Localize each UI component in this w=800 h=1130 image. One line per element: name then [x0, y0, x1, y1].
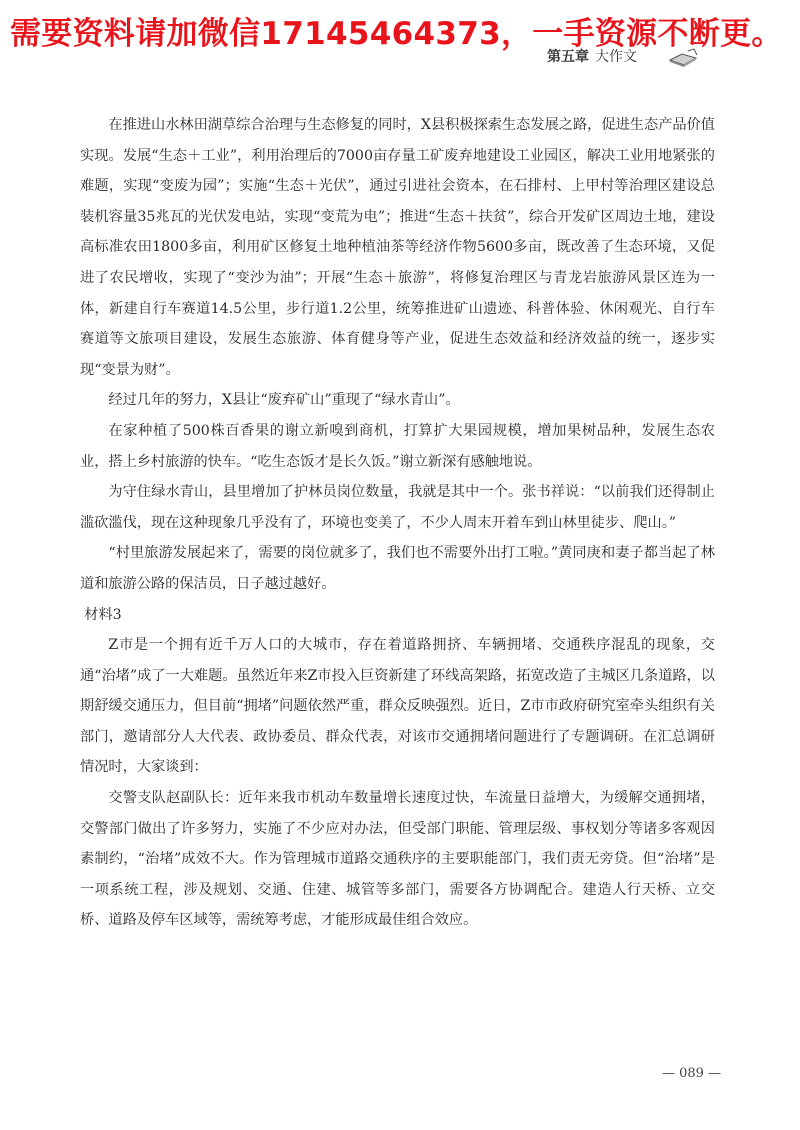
paragraph-green-mountains: 经过几年的努力，X县让“废弃矿山”重现了“绿水青山”。: [108, 392, 460, 409]
wechat-banner: 需要资料请加微信17145464373，一手资源不断更。: [10, 16, 783, 52]
paragraph-traffic-congestion: Z市是一个拥有近千万人口的大城市，存在着道路拥挤、车辆拥堵、交通秩序混乱的现象，交通“治堵”成了一大难题。虽然近年来Z市投入巨资新建了环线高架路，拓宽改造了主城区几条道路，以期舒缓交通压力，但目前“拥堵”问题依然严重，群众反映强烈。近日，Z市市政府研究室牵头组织有关部门，邀请部分人大代表、政协委员、群众代表，对该市交通拥堵问题进行了专题调研。在汇总调研情况时，大家谈到：: [80, 637, 715, 776]
paragraph-passion-fruit: 在家种植了500株百香果的谢立新嗅到商机，打算扩大果园规模，增加果树品种，发展生态农业，搭上乡村旅游的快车。“吃生态饭才是长久饭。”谢立新深有感触地说。: [80, 422, 715, 470]
paragraph-village-tourism: “村里旅游发展起来了，需要的岗位就多了，我们也不需要外出打工啦。”黄同庚和妻子都当起了林道和旅游公路的保洁员，日子越过越好。: [80, 545, 715, 592]
paragraph-forest-ranger: 为守住绿水青山，县里增加了护林员岗位数量，我就是其中一个。张书祥说：“以前我们还得制止滥砍滥伐，现在这种现象几乎没有了，环境也变美了，不少人周末开着车到山林里徒步、爬山。”: [80, 484, 715, 531]
material-heading: 材料3: [84, 606, 122, 623]
body-text: [80, 110, 715, 936]
page-number: — 089 —: [662, 1066, 722, 1081]
section-title: 大作文: [595, 49, 637, 65]
chapter-label: 第五章: [547, 49, 589, 65]
paragraph-ecology-development: 在推进山水林田湖草综合治理与生态修复的同时，X县积极探索生态发展之路，促进生态产品价值实现。发展“生态＋工业”，利用治理后的7000亩存量工矿废弃地建设工业园区，解决工业用地紧张的难题，实现“变废为园”；实施“生态＋光伏”，通过引进社会资本，在石排村、上甲村等治理区建设总装机容量35兆瓦的光伏发电站，实现“变荒为电”；推进“生态＋扶贫”，综合开发矿区周边土地，建设高标准农田1800多亩，利用矿区修复土地种植油茶等经济作物5600多亩，既改善了生态环境，又促进了农民增收，实现了“变沙为油”；开展“生态＋旅游”，将修复治理区与青龙岩旅游风景区连为一体，新建自行车赛道14.5公里，步行道1.2公里，统筹推进矿山遗迹、科普体验、休闲观光、自行车赛道等文旅项目建设，发展生态旅游、体育健身等产业，促进生态效益和经济效益的统一，逐步实现“变景为财”。: [80, 117, 715, 378]
paragraph-traffic-police: 交警支队赵副队长：近年来我市机动车数量增长速度过快，车流量日益增大，为缓解交通拥堵，交警部门做出了许多努力，实施了不少应对办法，但受部门职能、管理层级、事权划分等诸多客观因素制约，“治堵”成效不大。作为管理城市道路交通秩序的主要职能部门，我们责无旁贷。但“治堵”是一项系统工程，涉及规划、交通、住建、城管等多部门，需要各方协调配合。建造人行天桥、立交桥、道路及停车区域等，需统筹考虑，才能形成最佳组合效应。: [80, 790, 715, 929]
